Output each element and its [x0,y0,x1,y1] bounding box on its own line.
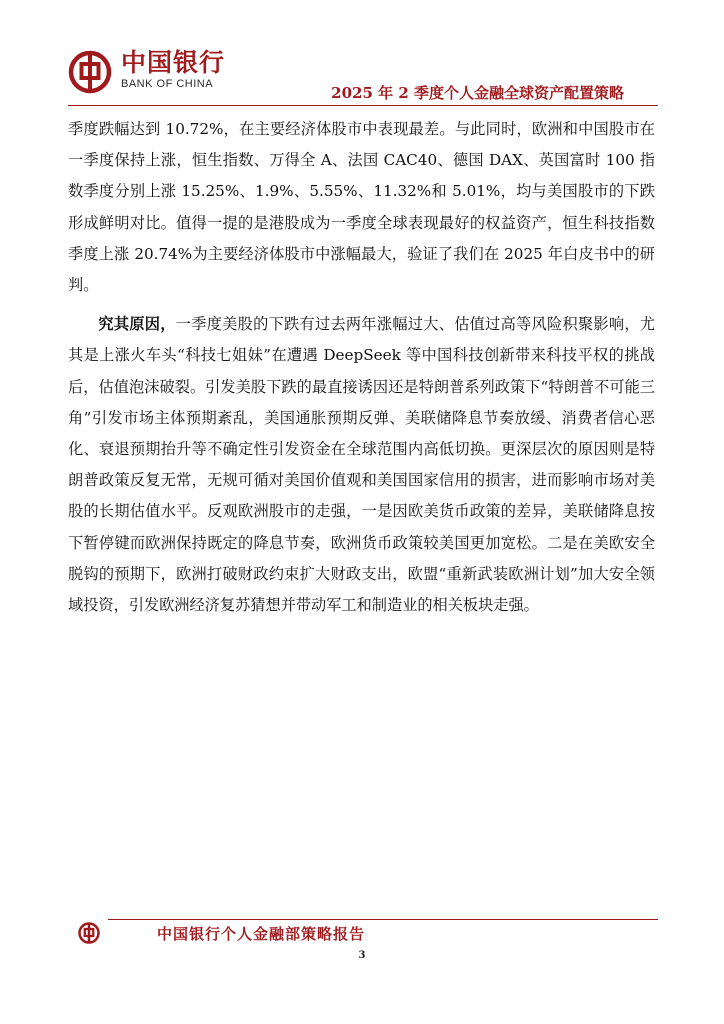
report-body [68,114,655,629]
logo-chinese-name: 中国银行 [121,48,226,77]
bank-of-china-logo-icon [68,50,112,94]
logo-english-name: BANK OF CHINA [121,78,214,90]
paragraph-2-text: 一季度美股的下跌有过去两年涨幅过大、估值过高等风险积聚影响，尤其是上涨火车头“科技七姐妹”在遭遇 DeepSeek 等中国科技创新带来科技平权的挑战后，估值泡沫破裂。引发美股下跌的最直接诱因还是特朗普系列政策下“特朗普不可能三角”引发市场主体预期紊乱，美国通胀预期反弹、美联储降息节奏放缓、消费者信心恶化、衰退预期抬升等不确定性引发资金在全球范围内高低切换。更深层次的原因则是特朗普政策反复无常，无规可循对美国价值观和美国国家信用的损害，进而影响市场对美股的长期估值水平。反观欧洲股市的走强，一是因欧美货币政策的差异，美联储降息按下暂停键而欧洲保持既定的降息节奏，欧洲货币政策较美国更加宽松。二是在美欧安全脱钩的预期下，欧洲打破财政约束扩大财政支出，欧盟“重新武装欧洲计划”加大安全领域投资，引发欧洲经济复苏猜想并带动军工和制造业的相关板块走强。 [68,315,656,615]
paragraph-1: 季度跌幅达到 10.72%，在主要经济体股市中表现最差。与此同时，欧洲和中国股市在一季度保持上涨，恒生指数、万得全 A、法国 CAC40、德国 DAX、英国富时 100 指数季度分别上涨 15.25%、1.9%、5.55%、11.32%和 5.01%，均与美国股市的下跌形成鲜明对比。值得一提的是港股成为一季度全球表现最好的权益资产，恒生科技指数季度上涨 20.74%为主要经济体股市中涨幅最大，验证了我们在 2025 年白皮书中的研判。 [68,120,655,295]
footer-title: 中国银行个人金融部策略报告 [157,925,366,943]
footer-logo-icon [78,922,100,944]
paragraph-2-lead: 究其原因， [98,315,176,334]
footer-divider [108,919,658,920]
page-header [0,0,724,110]
header-divider [68,105,658,106]
report-title: 2025 年 2 季度个人金融全球资产配置策略 [331,84,624,102]
page-number: 3 [358,950,366,961]
paragraph-2 [68,309,655,621]
